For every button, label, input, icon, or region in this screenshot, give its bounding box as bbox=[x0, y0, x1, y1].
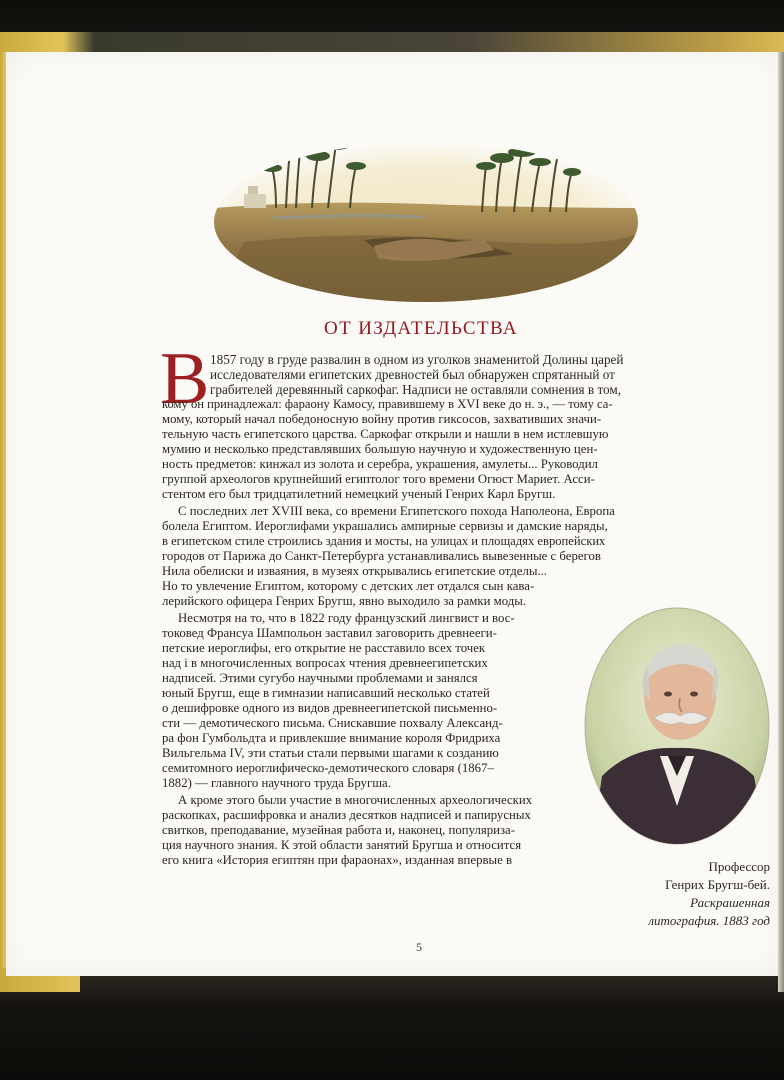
body-line: семитомного иероглифическо-демотического словаря (1867– bbox=[162, 761, 494, 775]
body-line: 1882) — главного научного труда Бругша. bbox=[162, 776, 391, 790]
book-binding-strip bbox=[0, 32, 784, 54]
body-line: Несмотря на то, что в 1822 году французский лингвист и вос- bbox=[178, 611, 515, 625]
body-line: над i в многочисленных вопросах чтения древнеегипетских bbox=[162, 656, 488, 670]
body-line: лерийского офицера Генрих Бругш, явно выходило за рамки моды. bbox=[162, 594, 527, 608]
body-line: Нила обелиски и изваяния, в музеях открывались египетские отделы... bbox=[162, 564, 548, 578]
body-line: его книга «История египтян при фараонах», изданная впервые в bbox=[162, 853, 513, 867]
scanner-bottom-edge bbox=[0, 976, 784, 1080]
section-heading: ОТ ИЗДАТЕЛЬСТВА bbox=[324, 318, 518, 339]
body-line: ность предметов: кинжал из золота и серебра, украшения, амулеты... Руководил bbox=[162, 457, 598, 471]
body-line: Но то увлечение Египтом, которому с детских лет отдался сын кава- bbox=[162, 579, 535, 593]
body-line: мумию и несколько представлявших большую научную и художественную цен- bbox=[162, 442, 598, 456]
caption-line: литография. 1883 год bbox=[648, 913, 770, 928]
caption-line: Раскрашенная bbox=[690, 895, 770, 910]
body-line: петские иероглифы, его открытие не расставило всех точек bbox=[162, 641, 486, 655]
brugsch-portrait-illustration bbox=[582, 606, 772, 846]
body-line: мому, который начал победоносную войну против гиксосов, захвативших значи- bbox=[162, 412, 602, 426]
body-line: 1857 году в груде развалин в одном из уголков знаменитой Долины царей bbox=[210, 352, 624, 367]
body-line: стентом его был тридцатилетний немецкий ученый Генрих Карл Бругш. bbox=[162, 487, 556, 501]
body-line: токовед Франсуа Шампольон заставил заговорить древнееги- bbox=[162, 626, 497, 640]
nile-landscape-illustration bbox=[214, 122, 638, 302]
caption-line: Генрих Бругш-бей. bbox=[665, 877, 770, 892]
caption-line: Профессор bbox=[708, 859, 770, 874]
body-line: грабителей деревянный саркофаг. Надписи не оставляли сомнения в том, bbox=[210, 382, 622, 397]
body-line: о дешифровке одного из видов древнеегипетской письменно- bbox=[162, 701, 498, 715]
body-line: ция научного знания. К этой области занятий Бругша и относится bbox=[162, 838, 522, 852]
body-line: ра фон Гумбольдта и привлекшие внимание короля Фридриха bbox=[162, 731, 501, 745]
body-line: Вильгельма IV, эти статьи стали первыми шагами к созданию bbox=[162, 746, 499, 760]
page-right-shadow bbox=[778, 52, 784, 992]
body-line: раскопках, расшифровка и анализ десятков надписей и папирусных bbox=[162, 808, 531, 822]
body-line: исследователями египетских древностей был обнаружен спрятанный от bbox=[210, 367, 615, 382]
body-line: городов от Парижа до Санкт-Петербурга устанавливались вывезенные с берегов bbox=[162, 549, 601, 563]
body-line: юный Бругш, еще в гимназии написавший несколько статей bbox=[162, 686, 490, 700]
body-line: свитков, преподавание, музейная работа и, наконец, популяриза- bbox=[162, 823, 515, 837]
body-line: тельную часть египетского царства. Саркофаг открыли и нашли в нем истлевшую bbox=[162, 427, 609, 441]
body-line: С последних лет XVIII века, со времени Египетского похода Наполеона, Европа bbox=[178, 504, 615, 518]
portrait-caption bbox=[600, 858, 770, 930]
drop-cap-letter: В bbox=[160, 338, 210, 420]
body-line: надписей. Этими сугубо научными проблемами и занялся bbox=[162, 671, 478, 685]
body-line: сти — демотического письма. Снискавшие похвалу Александ- bbox=[162, 716, 503, 730]
body-line: болела Египтом. Иероглифами украшались ампирные сервизы и дамские наряды, bbox=[162, 519, 608, 533]
page-number: 5 bbox=[416, 940, 422, 954]
body-line: в египетском стиле строились здания и мосты, на улицах и площадях европейских bbox=[162, 534, 606, 548]
body-line: кому он принадлежал: фараону Камосу, правившему в XVI веке до н. э., — тому са- bbox=[162, 397, 613, 411]
body-line: А кроме этого были участие в многочисленных археологических bbox=[178, 793, 533, 807]
body-line: группой археологов крупнейший египтолог того времени Огюст Мариет. Асси- bbox=[162, 472, 595, 486]
